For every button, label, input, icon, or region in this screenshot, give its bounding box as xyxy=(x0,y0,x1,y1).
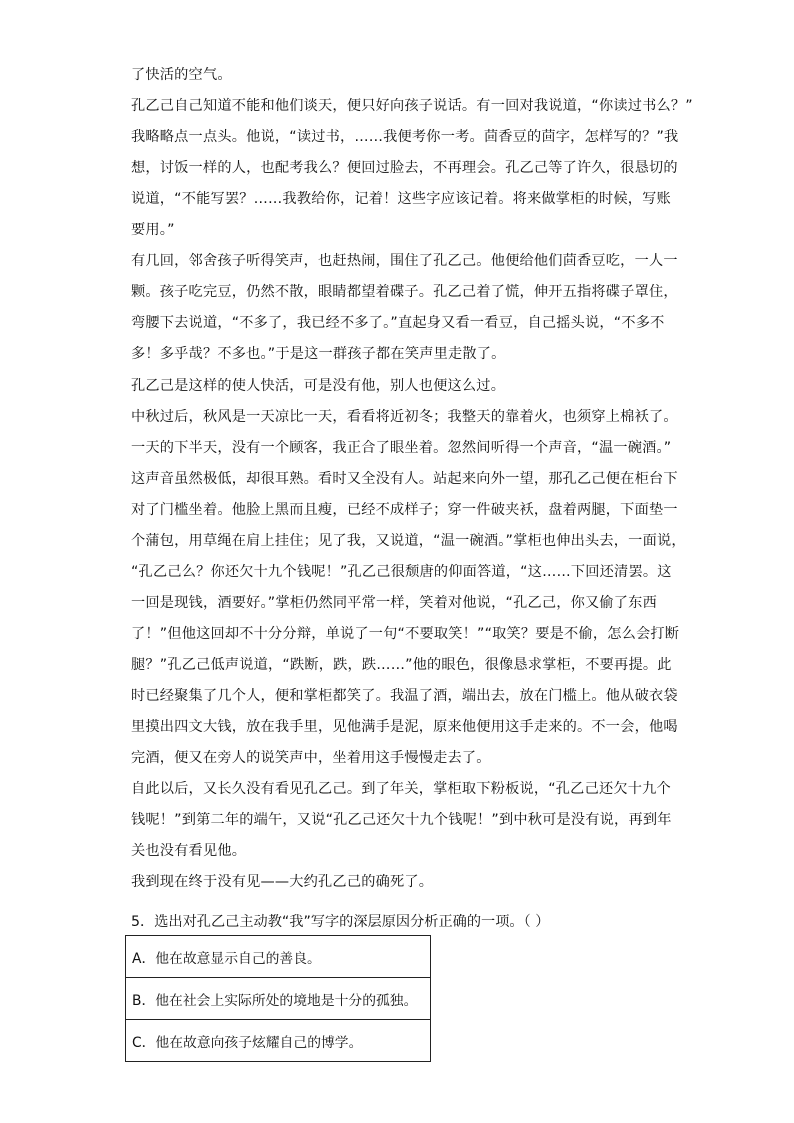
passage-line: 要用。” xyxy=(131,222,175,239)
option-b[interactable]: B．他在社会上实际所处的境地是十分的孤独。 xyxy=(126,978,431,1020)
passage-line: 中秋过后，秋风是一天凉比一天，看看将近初冬；我整天的靠着火，也须穿上棉袄了。 xyxy=(131,408,678,425)
passage-line: 颗。孩子吃完豆，仍然不散，眼睛都望着碟子。孔乙己着了慌，伸开五指将碟子罩住， xyxy=(131,284,678,301)
passage-line: 我略略点一点头。他说，“读过书，……我便考你一考。茴香豆的茴字，怎样写的？”我 xyxy=(131,129,679,146)
answer-options-table xyxy=(125,935,431,1062)
passage-line: 完酒，便又在旁人的说笑声中，坐着用这手慢慢走去了。 xyxy=(131,750,491,767)
passage-line: 个蒲包，用草绳在肩上挂住；见了我，又说道，“温一碗酒。”掌柜也伸出头去，一面说， xyxy=(131,532,686,549)
passage-line: 这声音虽然极低，却很耳熟。看时又全没有人。站起来向外一望，那孔乙己便在柜台下 xyxy=(131,470,678,487)
option-a[interactable]: A．他在故意显示自己的善良。 xyxy=(126,936,431,978)
passage-line: “孔乙己么？你还欠十九个钱呢！”孔乙己很颓唐的仰面答道，“这……下回还清罢。这 xyxy=(131,563,672,580)
passage-line: 想，讨饭一样的人，也配考我么？便回过脸去，不再理会。孔乙己等了许久，很恳切的 xyxy=(131,160,678,177)
question-5-stem: 5．选出对孔乙己主动教“我”写字的深层原因分析正确的一项。（ ） xyxy=(131,914,550,930)
passage-line: 多！多乎哉？不多也。”于是这一群孩子都在笑声里走散了。 xyxy=(131,346,506,363)
passage-line: 一天的下半天，没有一个顾客，我正合了眼坐着。忽然间听得一个声音，“温一碗酒。” xyxy=(131,439,672,456)
passage-line: 钱呢！”到第二年的端午，又说“孔乙己还欠十九个钱呢！”到中秋可是没有说，再到年 xyxy=(131,812,672,829)
passage-line: 了！”但他这回却不十分分辩，单说了一句“不要取笑！”“取笑？要是不偷，怎么会打断 xyxy=(131,625,680,642)
passage-line: 里摸出四文大钱，放在我手里，见他满手是泥，原来他便用这手走来的。不一会，他喝 xyxy=(131,719,678,736)
passage-line: 说道，“不能写罢？……我教给你，记着！这些字应该记着。将来做掌柜的时候，写账 xyxy=(131,191,671,208)
passage-line: 关也没有看见他。 xyxy=(131,843,247,860)
passage-line: 自此以后，又长久没有看见孔乙己。到了年关，掌柜取下粉板说，“孔乙己还欠十九个 xyxy=(131,781,671,798)
passage-line: 时已经聚集了几个人，便和掌柜都笑了。我温了酒，端出去，放在门槛上。他从破衣袋 xyxy=(131,688,678,704)
passage-line: 弯腰下去说道，“不多了，我已经不多了。”直起身又看一看豆，自己摇头说，“不多不 xyxy=(131,315,665,332)
passage-line: 了快活的空气。 xyxy=(131,67,232,83)
passage-line: 对了门槛坐着。他脸上黑而且瘦，已经不成样子；穿一件破夹袄，盘着两腿，下面垫一 xyxy=(131,501,678,518)
passage-line: 孔乙己是这样的使人快活，可是没有他，别人也便这么过。 xyxy=(131,377,506,394)
option-c[interactable]: C．他在故意向孩子炫耀自己的博学。 xyxy=(126,1020,431,1062)
passage-line: 腿？”孔乙己低声说道，“跌断，跌，跌……”他的眼色，很像恳求掌柜，不要再提。此 xyxy=(131,656,672,673)
passage-line: 有几回，邻舍孩子听得笑声，也赶热闹，围住了孔乙己。他便给他们茴香豆吃，一人一 xyxy=(131,253,678,270)
passage-line: 孔乙己自己知道不能和他们谈天，便只好向孩子说话。有一回对我说道，“你读过书么？” xyxy=(131,98,693,115)
passage-line: 我到现在终于没有见——大约孔乙己的确死了。 xyxy=(131,874,434,891)
passage-line: 一回是现钱，酒要好。”掌柜仍然同平常一样，笑着对他说，“孔乙己，你又偷了东西 xyxy=(131,594,657,611)
